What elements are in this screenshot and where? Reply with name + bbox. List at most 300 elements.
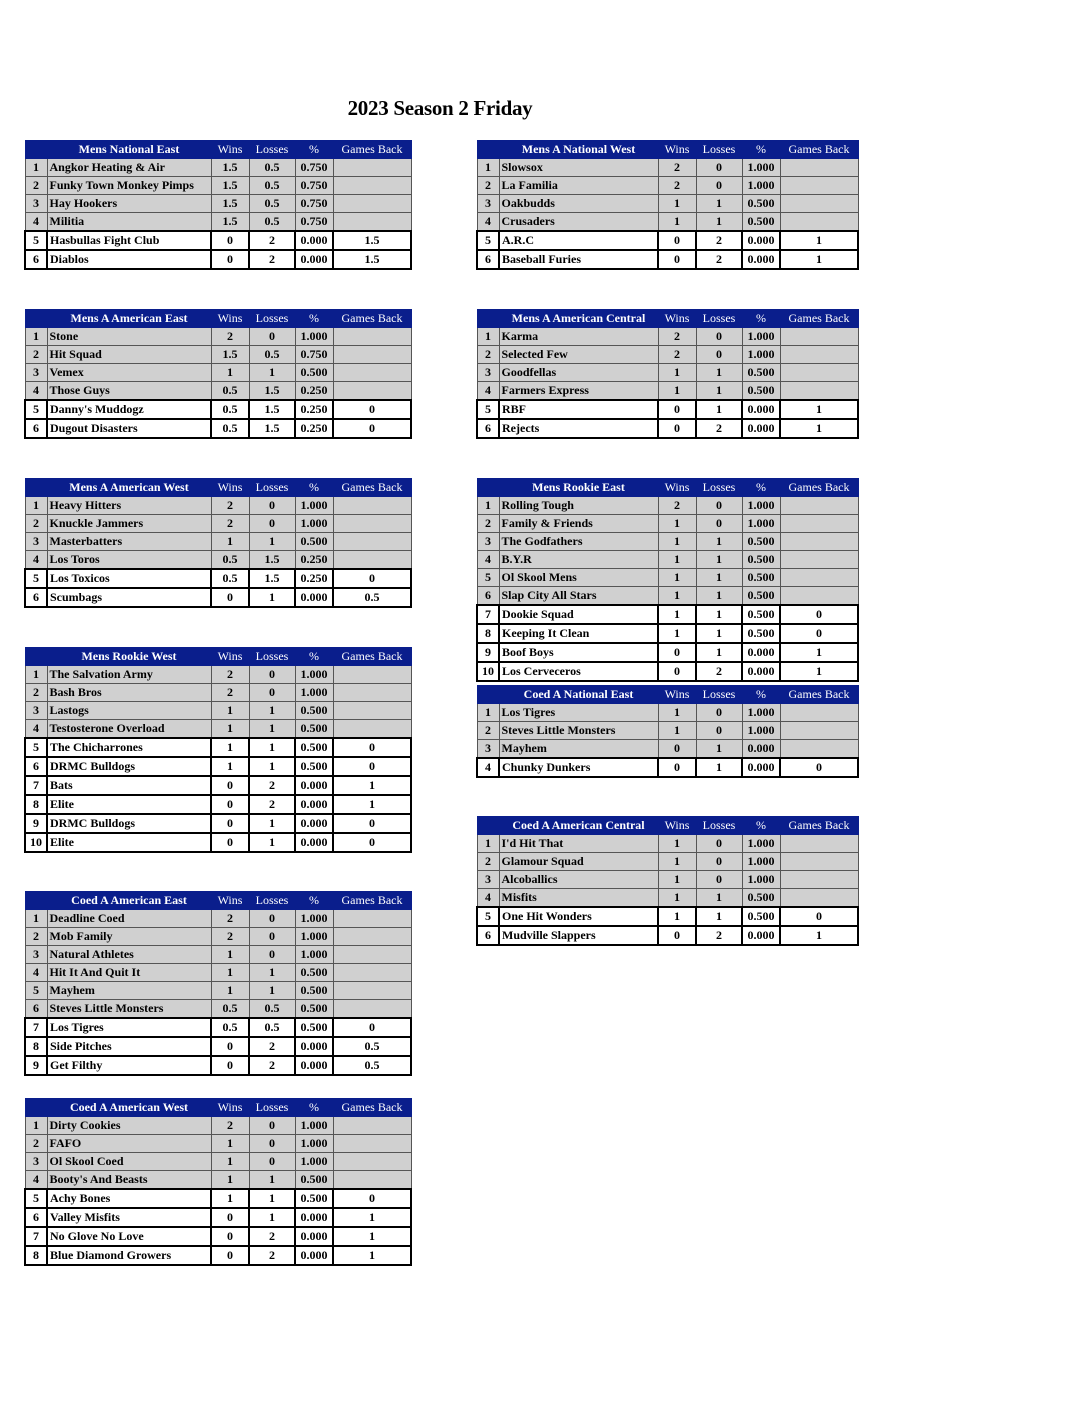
team-name: Rolling Tough xyxy=(499,497,658,515)
rank-cell: 3 xyxy=(477,533,499,551)
games-back-cell xyxy=(333,684,411,702)
rank-cell: 4 xyxy=(25,382,47,401)
wins-header: Wins xyxy=(211,310,249,328)
pct-cell: 0.500 xyxy=(742,569,780,587)
table-row xyxy=(25,346,411,364)
pct-header: % xyxy=(742,310,780,328)
pct-cell: 0.500 xyxy=(742,382,780,401)
pct-cell: 1.000 xyxy=(742,853,780,871)
wins-cell: 0 xyxy=(211,776,249,795)
wins-cell: 0.5 xyxy=(211,1018,249,1037)
pct-cell: 0.000 xyxy=(742,400,780,419)
wins-cell: 0 xyxy=(658,419,696,438)
team-name: Los Tigres xyxy=(499,704,658,722)
rank-header xyxy=(477,817,499,835)
pct-cell: 0.000 xyxy=(295,795,333,814)
rank-header xyxy=(25,1099,47,1117)
division-header xyxy=(25,479,411,497)
wins-cell: 1 xyxy=(211,1189,249,1208)
team-name: La Familia xyxy=(499,177,658,195)
team-name: Slowsox xyxy=(499,159,658,177)
pct-cell: 0.000 xyxy=(742,758,780,777)
division-name: Coed A National East xyxy=(499,686,658,704)
team-name: Militia xyxy=(47,213,211,232)
rank-cell: 3 xyxy=(477,871,499,889)
games-back-cell xyxy=(333,1000,411,1019)
losses-cell: 2 xyxy=(249,1246,295,1265)
team-name: Testosterone Overload xyxy=(47,720,211,739)
division-header xyxy=(25,892,411,910)
losses-cell: 1 xyxy=(696,587,742,606)
losses-cell: 2 xyxy=(249,795,295,814)
table-row xyxy=(25,382,411,401)
team-name: Dookie Squad xyxy=(499,605,658,624)
rank-cell: 5 xyxy=(477,400,499,419)
wins-header: Wins xyxy=(658,817,696,835)
losses-cell: 1 xyxy=(696,605,742,624)
wins-cell: 1 xyxy=(211,1171,249,1190)
games-back-cell: 1 xyxy=(780,250,858,269)
wins-cell: 0 xyxy=(658,400,696,419)
losses-cell: 1 xyxy=(249,702,295,720)
pct-cell: 0.500 xyxy=(742,195,780,213)
table-row xyxy=(25,569,411,588)
table-row xyxy=(477,835,858,853)
team-name: Hit It And Quit It xyxy=(47,964,211,982)
pct-cell: 0.500 xyxy=(742,213,780,232)
rank-cell: 4 xyxy=(477,551,499,569)
team-name: Hay Hookers xyxy=(47,195,211,213)
pct-header: % xyxy=(295,648,333,666)
rank-cell: 2 xyxy=(25,928,47,946)
losses-cell: 0 xyxy=(249,666,295,684)
rank-cell: 4 xyxy=(477,889,499,908)
games-back-cell xyxy=(333,346,411,364)
games-back-cell xyxy=(333,982,411,1000)
losses-cell: 1 xyxy=(696,758,742,777)
rank-cell: 1 xyxy=(477,835,499,853)
wins-header: Wins xyxy=(658,310,696,328)
team-name: B.Y.R xyxy=(499,551,658,569)
team-name: Los Toros xyxy=(47,551,211,570)
games-back-cell xyxy=(780,328,858,346)
rank-cell: 8 xyxy=(25,1246,47,1265)
rank-cell: 4 xyxy=(477,758,499,777)
wins-cell: 1.5 xyxy=(211,177,249,195)
pct-cell: 0.000 xyxy=(742,662,780,681)
pct-cell: 0.500 xyxy=(742,605,780,624)
losses-cell: 0 xyxy=(249,1153,295,1171)
wins-cell: 1 xyxy=(658,624,696,643)
division-header xyxy=(477,817,858,835)
rank-cell: 4 xyxy=(25,1171,47,1190)
games-back-cell: 0 xyxy=(780,907,858,926)
pct-cell: 1.000 xyxy=(295,910,333,928)
losses-cell: 2 xyxy=(696,250,742,269)
games-back-cell: 0 xyxy=(333,738,411,757)
pct-cell: 0.500 xyxy=(742,364,780,382)
games-back-header: Games Back xyxy=(333,479,411,497)
wins-header: Wins xyxy=(658,686,696,704)
losses-cell: 0 xyxy=(696,159,742,177)
team-name: Farmers Express xyxy=(499,382,658,401)
wins-cell: 1 xyxy=(658,587,696,606)
table-row xyxy=(25,1153,411,1171)
table-row xyxy=(477,758,858,777)
division-name: Coed A American West xyxy=(47,1099,211,1117)
rank-cell: 1 xyxy=(477,328,499,346)
team-name: Chunky Dunkers xyxy=(499,758,658,777)
losses-cell: 2 xyxy=(249,1056,295,1075)
losses-cell: 1 xyxy=(249,1208,295,1227)
pct-cell: 0.500 xyxy=(295,1171,333,1190)
pct-cell: 0.250 xyxy=(295,382,333,401)
games-back-cell xyxy=(333,720,411,739)
games-back-cell xyxy=(780,587,858,606)
rank-cell: 7 xyxy=(477,605,499,624)
division-header xyxy=(477,141,858,159)
games-back-header: Games Back xyxy=(333,141,411,159)
pct-cell: 0.000 xyxy=(295,814,333,833)
rank-cell: 3 xyxy=(25,195,47,213)
losses-cell: 2 xyxy=(696,662,742,681)
wins-cell: 0.5 xyxy=(211,551,249,570)
wins-cell: 0 xyxy=(658,926,696,945)
wins-cell: 1.5 xyxy=(211,159,249,177)
wins-cell: 1 xyxy=(658,889,696,908)
rank-header xyxy=(25,141,47,159)
pct-header: % xyxy=(295,479,333,497)
losses-cell: 1 xyxy=(249,1171,295,1190)
wins-cell: 1 xyxy=(211,738,249,757)
games-back-cell xyxy=(333,515,411,533)
games-back-cell: 1.5 xyxy=(333,231,411,250)
losses-cell: 0.5 xyxy=(249,346,295,364)
rank-cell: 4 xyxy=(25,720,47,739)
rank-cell: 9 xyxy=(477,643,499,662)
division-table xyxy=(476,309,859,439)
losses-cell: 0.5 xyxy=(249,1018,295,1037)
rank-cell: 3 xyxy=(477,740,499,759)
wins-header: Wins xyxy=(211,479,249,497)
games-back-header: Games Back xyxy=(780,817,858,835)
wins-cell: 0.5 xyxy=(211,1000,249,1019)
division-table xyxy=(476,816,859,946)
rank-cell: 2 xyxy=(477,853,499,871)
team-name: Baseball Furies xyxy=(499,250,658,269)
division-header xyxy=(477,686,858,704)
pct-cell: 0.500 xyxy=(295,364,333,382)
wins-header: Wins xyxy=(211,648,249,666)
games-back-cell xyxy=(333,666,411,684)
team-name: Boof Boys xyxy=(499,643,658,662)
rank-cell: 3 xyxy=(25,702,47,720)
pct-cell: 0.500 xyxy=(742,624,780,643)
pct-header: % xyxy=(295,1099,333,1117)
losses-cell: 1 xyxy=(696,624,742,643)
team-name: The Salvation Army xyxy=(47,666,211,684)
pct-cell: 1.000 xyxy=(295,946,333,964)
games-back-cell: 0 xyxy=(780,758,858,777)
wins-cell: 2 xyxy=(658,497,696,515)
games-back-cell xyxy=(333,551,411,570)
wins-cell: 2 xyxy=(658,177,696,195)
games-back-cell: 1 xyxy=(333,1227,411,1246)
rank-cell: 1 xyxy=(477,497,499,515)
losses-header: Losses xyxy=(249,892,295,910)
division-table xyxy=(24,1098,412,1266)
division-name: Mens A American East xyxy=(47,310,211,328)
games-back-header: Games Back xyxy=(333,648,411,666)
wins-cell: 1 xyxy=(658,704,696,722)
team-name: Bats xyxy=(47,776,211,795)
team-name: Selected Few xyxy=(499,346,658,364)
rank-cell: 5 xyxy=(25,569,47,588)
table-row xyxy=(477,177,858,195)
team-name: Ol Skool Coed xyxy=(47,1153,211,1171)
pct-cell: 1.000 xyxy=(295,497,333,515)
pct-cell: 0.250 xyxy=(295,419,333,438)
team-name: Diablos xyxy=(47,250,211,269)
games-back-cell xyxy=(780,177,858,195)
pct-cell: 0.500 xyxy=(295,1000,333,1019)
pct-cell: 1.000 xyxy=(742,835,780,853)
team-name: Dugout Disasters xyxy=(47,419,211,438)
losses-cell: 1 xyxy=(696,213,742,232)
division-table xyxy=(24,309,412,439)
losses-cell: 1 xyxy=(249,833,295,852)
pct-cell: 1.000 xyxy=(742,159,780,177)
table-row xyxy=(25,1208,411,1227)
rank-cell: 7 xyxy=(25,1018,47,1037)
pct-cell: 0.000 xyxy=(295,1246,333,1265)
wins-cell: 1 xyxy=(658,853,696,871)
table-row xyxy=(477,515,858,533)
rank-header xyxy=(25,648,47,666)
wins-cell: 0.5 xyxy=(211,419,249,438)
division-header xyxy=(477,310,858,328)
games-back-cell xyxy=(780,346,858,364)
losses-cell: 1 xyxy=(249,982,295,1000)
losses-cell: 1 xyxy=(696,889,742,908)
games-back-cell xyxy=(333,213,411,232)
wins-cell: 0.5 xyxy=(211,400,249,419)
wins-cell: 0 xyxy=(211,588,249,607)
wins-cell: 0 xyxy=(211,1246,249,1265)
team-name: Elite xyxy=(47,795,211,814)
games-back-header: Games Back xyxy=(780,310,858,328)
team-name: Los Cerveceros xyxy=(499,662,658,681)
rank-header xyxy=(25,892,47,910)
rank-cell: 4 xyxy=(25,964,47,982)
team-name: Lastogs xyxy=(47,702,211,720)
games-back-cell xyxy=(780,722,858,740)
team-name: The Chicharrones xyxy=(47,738,211,757)
rank-cell: 10 xyxy=(477,662,499,681)
games-back-cell: 0.5 xyxy=(333,588,411,607)
rank-cell: 3 xyxy=(25,1153,47,1171)
games-back-cell xyxy=(780,551,858,569)
table-row xyxy=(477,926,858,945)
rank-cell: 5 xyxy=(25,231,47,250)
team-name: Glamour Squad xyxy=(499,853,658,871)
wins-cell: 0.5 xyxy=(211,569,249,588)
pct-header: % xyxy=(295,141,333,159)
games-back-cell xyxy=(780,195,858,213)
pct-cell: 1.000 xyxy=(742,871,780,889)
rank-cell: 6 xyxy=(477,587,499,606)
table-row xyxy=(25,250,411,269)
wins-cell: 2 xyxy=(211,684,249,702)
wins-cell: 0 xyxy=(658,662,696,681)
games-back-cell xyxy=(333,195,411,213)
rank-cell: 2 xyxy=(477,346,499,364)
team-name: Steves Little Monsters xyxy=(499,722,658,740)
table-row xyxy=(25,757,411,776)
rank-cell: 5 xyxy=(25,400,47,419)
division-header xyxy=(25,310,411,328)
rank-header xyxy=(477,141,499,159)
team-name: One Hit Wonders xyxy=(499,907,658,926)
table-row xyxy=(477,853,858,871)
division-header xyxy=(25,141,411,159)
games-back-cell: 0 xyxy=(333,833,411,852)
rank-cell: 4 xyxy=(477,213,499,232)
losses-cell: 2 xyxy=(249,776,295,795)
losses-cell: 0.5 xyxy=(249,195,295,213)
games-back-cell xyxy=(333,946,411,964)
table-row xyxy=(25,159,411,177)
division-name: Mens A National West xyxy=(499,141,658,159)
pct-cell: 0.500 xyxy=(295,720,333,739)
pct-cell: 1.000 xyxy=(742,722,780,740)
team-name: Hit Squad xyxy=(47,346,211,364)
wins-cell: 1 xyxy=(211,982,249,1000)
games-back-cell: 1 xyxy=(780,400,858,419)
table-row xyxy=(25,720,411,739)
team-name: Oakbudds xyxy=(499,195,658,213)
games-back-cell xyxy=(780,853,858,871)
table-row xyxy=(477,907,858,926)
rank-header xyxy=(477,479,499,497)
wins-header: Wins xyxy=(658,141,696,159)
pct-cell: 0.500 xyxy=(742,533,780,551)
team-name: Misfits xyxy=(499,889,658,908)
rank-cell: 6 xyxy=(25,757,47,776)
rank-cell: 4 xyxy=(477,382,499,401)
team-name: Angkor Heating & Air xyxy=(47,159,211,177)
rank-cell: 5 xyxy=(25,738,47,757)
losses-cell: 2 xyxy=(249,231,295,250)
table-row xyxy=(477,722,858,740)
table-row xyxy=(25,419,411,438)
wins-cell: 0 xyxy=(211,814,249,833)
rank-cell: 1 xyxy=(25,666,47,684)
pct-cell: 0.750 xyxy=(295,177,333,195)
rank-cell: 2 xyxy=(25,515,47,533)
team-name: Mayhem xyxy=(499,740,658,759)
losses-cell: 0 xyxy=(696,177,742,195)
losses-cell: 1 xyxy=(696,364,742,382)
team-name: Side Pitches xyxy=(47,1037,211,1056)
table-row xyxy=(477,871,858,889)
rank-cell: 8 xyxy=(477,624,499,643)
rank-cell: 6 xyxy=(477,250,499,269)
table-row xyxy=(25,666,411,684)
team-name: Deadline Coed xyxy=(47,910,211,928)
team-name: Heavy Hitters xyxy=(47,497,211,515)
team-name: Keeping It Clean xyxy=(499,624,658,643)
pct-cell: 1.000 xyxy=(295,666,333,684)
table-row xyxy=(25,195,411,213)
team-name: Elite xyxy=(47,833,211,852)
rank-cell: 6 xyxy=(477,926,499,945)
pct-cell: 0.250 xyxy=(295,551,333,570)
table-row xyxy=(477,195,858,213)
team-name: Those Guys xyxy=(47,382,211,401)
wins-cell: 2 xyxy=(211,1117,249,1135)
pct-header: % xyxy=(295,892,333,910)
wins-cell: 0 xyxy=(211,795,249,814)
losses-header: Losses xyxy=(249,648,295,666)
division-name: Mens A American Central xyxy=(499,310,658,328)
losses-cell: 1 xyxy=(696,382,742,401)
losses-cell: 1 xyxy=(249,814,295,833)
team-name: Mob Family xyxy=(47,928,211,946)
team-name: Booty's And Beasts xyxy=(47,1171,211,1190)
losses-cell: 1 xyxy=(696,569,742,587)
table-row xyxy=(477,364,858,382)
rank-cell: 1 xyxy=(25,1117,47,1135)
wins-cell: 1.5 xyxy=(211,195,249,213)
games-back-cell xyxy=(333,533,411,551)
rank-header xyxy=(477,310,499,328)
games-back-cell xyxy=(780,159,858,177)
rank-cell: 2 xyxy=(477,722,499,740)
pct-cell: 0.500 xyxy=(295,533,333,551)
wins-cell: 1 xyxy=(658,722,696,740)
pct-cell: 0.500 xyxy=(742,587,780,606)
losses-cell: 0 xyxy=(249,910,295,928)
games-back-cell: 0 xyxy=(333,814,411,833)
pct-cell: 0.750 xyxy=(295,195,333,213)
losses-cell: 0.5 xyxy=(249,1000,295,1019)
rank-header xyxy=(25,479,47,497)
table-row xyxy=(477,587,858,606)
rank-cell: 6 xyxy=(25,588,47,607)
games-back-cell xyxy=(780,497,858,515)
losses-cell: 2 xyxy=(249,1037,295,1056)
rank-cell: 5 xyxy=(477,569,499,587)
wins-cell: 0 xyxy=(211,231,249,250)
wins-cell: 0 xyxy=(658,740,696,759)
wins-cell: 1 xyxy=(658,213,696,232)
wins-cell: 1.5 xyxy=(211,213,249,232)
rank-cell: 8 xyxy=(25,795,47,814)
wins-cell: 0 xyxy=(658,758,696,777)
rank-header xyxy=(25,310,47,328)
wins-cell: 1 xyxy=(658,195,696,213)
table-row xyxy=(477,643,858,662)
wins-cell: 1 xyxy=(211,1135,249,1153)
games-back-cell xyxy=(780,889,858,908)
table-row xyxy=(25,795,411,814)
team-name: Danny's Muddogz xyxy=(47,400,211,419)
losses-cell: 1.5 xyxy=(249,551,295,570)
losses-cell: 1 xyxy=(696,740,742,759)
losses-cell: 0 xyxy=(696,835,742,853)
games-back-cell: 0 xyxy=(333,1018,411,1037)
